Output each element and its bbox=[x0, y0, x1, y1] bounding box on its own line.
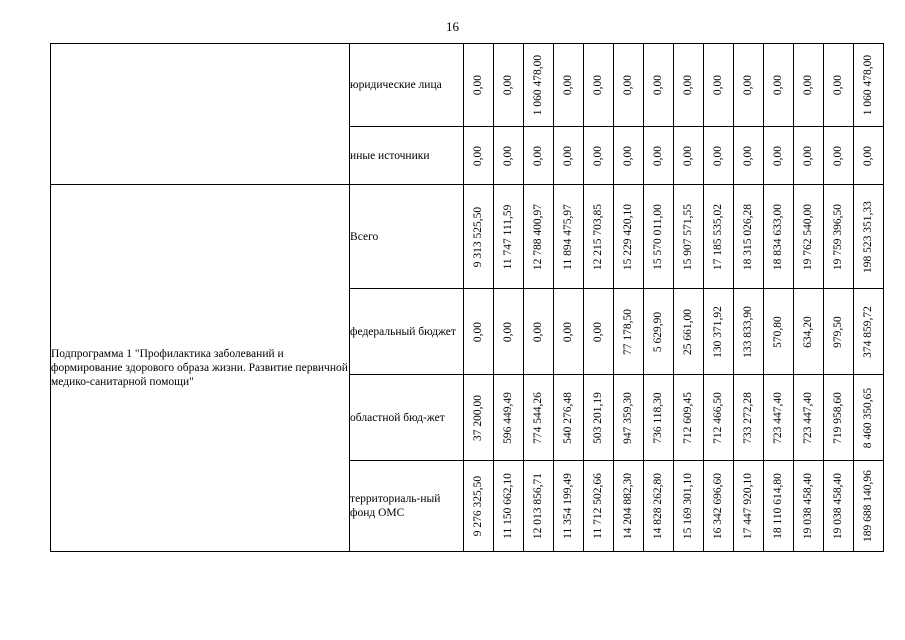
value-cell bbox=[673, 375, 703, 461]
value-text: 0,00 bbox=[832, 74, 845, 96]
value-text: 14 204 882,30 bbox=[622, 472, 635, 540]
value-cell bbox=[643, 289, 673, 375]
value-cell bbox=[823, 289, 853, 375]
value-text: 634,20 bbox=[802, 315, 815, 348]
value-cell bbox=[823, 375, 853, 461]
value-cell bbox=[703, 127, 733, 185]
value-cell bbox=[733, 375, 763, 461]
value-cell bbox=[823, 127, 853, 185]
value-cell bbox=[613, 461, 643, 552]
value-text: 9 276 325,50 bbox=[472, 475, 485, 537]
program-name: Подпрограмма 1 "Профилактика заболеваний и формирование здорового образа жизни. Развитие первичной медико-санитарной помощи" bbox=[51, 348, 348, 388]
funding-source-cell bbox=[350, 127, 464, 185]
funding-source: федеральный бюджет bbox=[350, 325, 456, 338]
value-text: 0,00 bbox=[772, 145, 785, 166]
value-cell bbox=[673, 461, 703, 552]
value-text: 16 342 696,60 bbox=[712, 472, 725, 540]
value-cell bbox=[703, 289, 733, 375]
value-text: 11 747 111,59 bbox=[502, 204, 515, 269]
value-text: 11 712 502,66 bbox=[592, 473, 605, 539]
value-cell bbox=[523, 289, 553, 375]
value-cell bbox=[853, 289, 883, 375]
value-cell bbox=[703, 461, 733, 552]
value-text: 15 169 301,10 bbox=[682, 472, 695, 540]
value-text: 0,00 bbox=[592, 74, 605, 96]
value-cell bbox=[733, 185, 763, 289]
value-text: 0,00 bbox=[832, 145, 845, 166]
value-cell bbox=[643, 185, 673, 289]
value-text: 0,00 bbox=[502, 74, 515, 96]
value-text: 0,00 bbox=[562, 74, 575, 96]
value-cell bbox=[853, 375, 883, 461]
funding-source-cell bbox=[350, 185, 464, 289]
value-text: 17 447 920,10 bbox=[742, 472, 755, 540]
value-text: 1 060 478,00 bbox=[862, 54, 875, 116]
value-text: 0,00 bbox=[682, 145, 695, 166]
value-text: 0,00 bbox=[562, 145, 575, 166]
value-text: 0,00 bbox=[802, 145, 815, 166]
value-cell bbox=[853, 461, 883, 552]
funding-source: Всего bbox=[350, 230, 379, 243]
value-cell bbox=[643, 127, 673, 185]
funding-source: территориаль-ный фонд ОМС bbox=[350, 493, 441, 519]
value-text: 712 609,45 bbox=[682, 391, 695, 444]
funding-source-cell bbox=[350, 289, 464, 375]
value-text: 189 688 140,96 bbox=[862, 470, 875, 542]
funding-source-cell bbox=[350, 44, 464, 127]
value-text: 11 894 475,97 bbox=[562, 203, 575, 270]
value-cell bbox=[853, 44, 883, 127]
value-text: 0,00 bbox=[592, 145, 605, 166]
value-text: 0,00 bbox=[472, 74, 485, 96]
value-text: 19 038 458,40 bbox=[832, 472, 845, 540]
value-text: 736 118,30 bbox=[652, 391, 665, 444]
value-text: 774 544,26 bbox=[532, 391, 545, 444]
value-cell bbox=[463, 289, 493, 375]
value-cell bbox=[673, 44, 703, 127]
value-cell bbox=[643, 375, 673, 461]
funding-source: областной бюд-жет bbox=[350, 411, 445, 424]
value-cell bbox=[733, 461, 763, 552]
value-cell bbox=[793, 375, 823, 461]
value-text: 9 313 525,50 bbox=[472, 206, 485, 267]
value-text: 0,00 bbox=[532, 321, 545, 342]
funding-source-cell bbox=[350, 461, 464, 552]
value-text: 19 038 458,40 bbox=[802, 472, 815, 540]
value-text: 18 315 026,28 bbox=[742, 203, 755, 270]
value-text: 0,00 bbox=[682, 74, 695, 96]
value-cell bbox=[793, 461, 823, 552]
value-text: 17 185 535,02 bbox=[712, 203, 725, 270]
value-text: 0,00 bbox=[652, 74, 665, 96]
value-cell bbox=[823, 185, 853, 289]
value-text: 133 833,90 bbox=[742, 305, 755, 358]
value-text: 8 460 350,65 bbox=[862, 387, 875, 448]
value-text: 503 201,19 bbox=[592, 391, 605, 444]
value-text: 19 762 540,00 bbox=[802, 203, 815, 270]
value-cell bbox=[643, 461, 673, 552]
value-text: 0,00 bbox=[592, 321, 605, 342]
program-name-cell bbox=[51, 44, 350, 185]
value-text: 1 060 478,00 bbox=[532, 54, 545, 116]
value-text: 18 110 614,80 bbox=[772, 473, 785, 539]
value-cell bbox=[493, 44, 523, 127]
value-text: 19 759 396,50 bbox=[832, 203, 845, 270]
value-cell bbox=[763, 461, 793, 552]
value-cell bbox=[463, 127, 493, 185]
value-cell bbox=[583, 44, 613, 127]
program-name-cell bbox=[51, 185, 350, 552]
value-cell bbox=[463, 461, 493, 552]
value-cell bbox=[553, 289, 583, 375]
value-cell bbox=[793, 185, 823, 289]
value-cell bbox=[583, 127, 613, 185]
value-cell bbox=[613, 185, 643, 289]
value-text: 540 276,48 bbox=[562, 391, 575, 444]
value-cell bbox=[643, 44, 673, 127]
value-cell bbox=[493, 461, 523, 552]
value-text: 0,00 bbox=[772, 74, 785, 96]
value-text: 0,00 bbox=[712, 145, 725, 166]
value-text: 12 215 703,85 bbox=[592, 203, 605, 270]
value-text: 37 200,00 bbox=[472, 394, 485, 441]
value-cell bbox=[613, 44, 643, 127]
value-cell bbox=[463, 185, 493, 289]
value-cell bbox=[763, 375, 793, 461]
budget-table-body bbox=[51, 44, 884, 552]
value-cell bbox=[523, 44, 553, 127]
value-text: 0,00 bbox=[712, 74, 725, 96]
value-cell bbox=[523, 185, 553, 289]
value-cell bbox=[673, 289, 703, 375]
value-text: 15 907 571,55 bbox=[682, 203, 695, 270]
value-cell bbox=[733, 44, 763, 127]
value-cell bbox=[673, 127, 703, 185]
value-text: 0,00 bbox=[742, 145, 755, 166]
value-cell bbox=[523, 461, 553, 552]
value-cell bbox=[823, 44, 853, 127]
value-text: 15 570 011,00 bbox=[652, 203, 665, 270]
value-cell bbox=[853, 185, 883, 289]
value-text: 198 523 351,33 bbox=[862, 200, 875, 273]
value-text: 12 013 856,71 bbox=[532, 472, 545, 540]
value-text: 570,80 bbox=[772, 315, 785, 348]
value-text: 947 359,30 bbox=[622, 391, 635, 444]
value-cell bbox=[763, 185, 793, 289]
table-row bbox=[51, 44, 884, 127]
value-cell bbox=[733, 289, 763, 375]
value-text: 11 354 199,49 bbox=[562, 473, 575, 539]
value-cell bbox=[793, 44, 823, 127]
value-text: 723 447,40 bbox=[802, 391, 815, 444]
value-cell bbox=[613, 375, 643, 461]
value-text: 596 449,49 bbox=[502, 391, 515, 444]
value-text: 712 466,50 bbox=[712, 391, 725, 444]
value-text: 723 447,40 bbox=[772, 391, 785, 444]
value-cell bbox=[463, 44, 493, 127]
value-cell bbox=[493, 127, 523, 185]
value-cell bbox=[853, 127, 883, 185]
value-cell bbox=[493, 185, 523, 289]
value-cell bbox=[703, 44, 733, 127]
value-text: 0,00 bbox=[472, 145, 485, 166]
value-cell bbox=[733, 127, 763, 185]
value-text: 0,00 bbox=[802, 74, 815, 96]
value-cell bbox=[553, 185, 583, 289]
value-cell bbox=[703, 185, 733, 289]
value-cell bbox=[583, 461, 613, 552]
value-text: 733 272,28 bbox=[742, 391, 755, 444]
value-text: 0,00 bbox=[742, 74, 755, 96]
value-text: 979,50 bbox=[832, 315, 845, 348]
value-text: 0,00 bbox=[502, 321, 515, 342]
value-cell bbox=[613, 289, 643, 375]
page-number: 16 bbox=[446, 19, 459, 34]
value-text: 25 661,00 bbox=[682, 308, 695, 355]
value-cell bbox=[493, 375, 523, 461]
value-text: 0,00 bbox=[472, 321, 485, 342]
value-cell bbox=[763, 44, 793, 127]
value-cell bbox=[553, 127, 583, 185]
value-cell bbox=[463, 375, 493, 461]
value-text: 11 150 662,10 bbox=[502, 473, 515, 539]
value-cell bbox=[673, 185, 703, 289]
value-cell bbox=[493, 289, 523, 375]
value-cell bbox=[613, 127, 643, 185]
value-text: 0,00 bbox=[562, 321, 575, 342]
value-cell bbox=[823, 461, 853, 552]
value-cell bbox=[523, 127, 553, 185]
value-cell bbox=[583, 289, 613, 375]
funding-source: иные источники bbox=[350, 149, 430, 162]
value-text: 0,00 bbox=[652, 145, 665, 166]
value-cell bbox=[553, 375, 583, 461]
value-text: 0,00 bbox=[622, 145, 635, 166]
value-cell bbox=[793, 127, 823, 185]
value-text: 0,00 bbox=[532, 145, 545, 166]
funding-source-cell bbox=[350, 375, 464, 461]
value-text: 14 828 262,80 bbox=[652, 472, 665, 540]
value-text: 18 834 633,00 bbox=[772, 203, 785, 270]
value-text: 15 229 420,10 bbox=[622, 203, 635, 270]
value-text: 77 178,50 bbox=[622, 308, 635, 355]
value-text: 0,00 bbox=[502, 145, 515, 166]
value-text: 12 788 400,97 bbox=[532, 203, 545, 270]
value-cell bbox=[553, 461, 583, 552]
value-text: 5 629,90 bbox=[652, 311, 665, 352]
value-cell bbox=[553, 44, 583, 127]
budget-table bbox=[50, 43, 884, 552]
value-text: 0,00 bbox=[622, 74, 635, 96]
value-cell bbox=[763, 289, 793, 375]
value-cell bbox=[763, 127, 793, 185]
table-row bbox=[51, 185, 884, 289]
value-cell bbox=[583, 185, 613, 289]
funding-source: юридические лица bbox=[350, 79, 442, 91]
value-cell bbox=[583, 375, 613, 461]
value-cell bbox=[703, 375, 733, 461]
value-cell bbox=[793, 289, 823, 375]
value-text: 130 371,92 bbox=[712, 305, 725, 358]
value-text: 374 859,72 bbox=[862, 305, 875, 358]
value-cell bbox=[523, 375, 553, 461]
value-text: 719 958,60 bbox=[832, 391, 845, 444]
value-text: 0,00 bbox=[862, 145, 875, 166]
